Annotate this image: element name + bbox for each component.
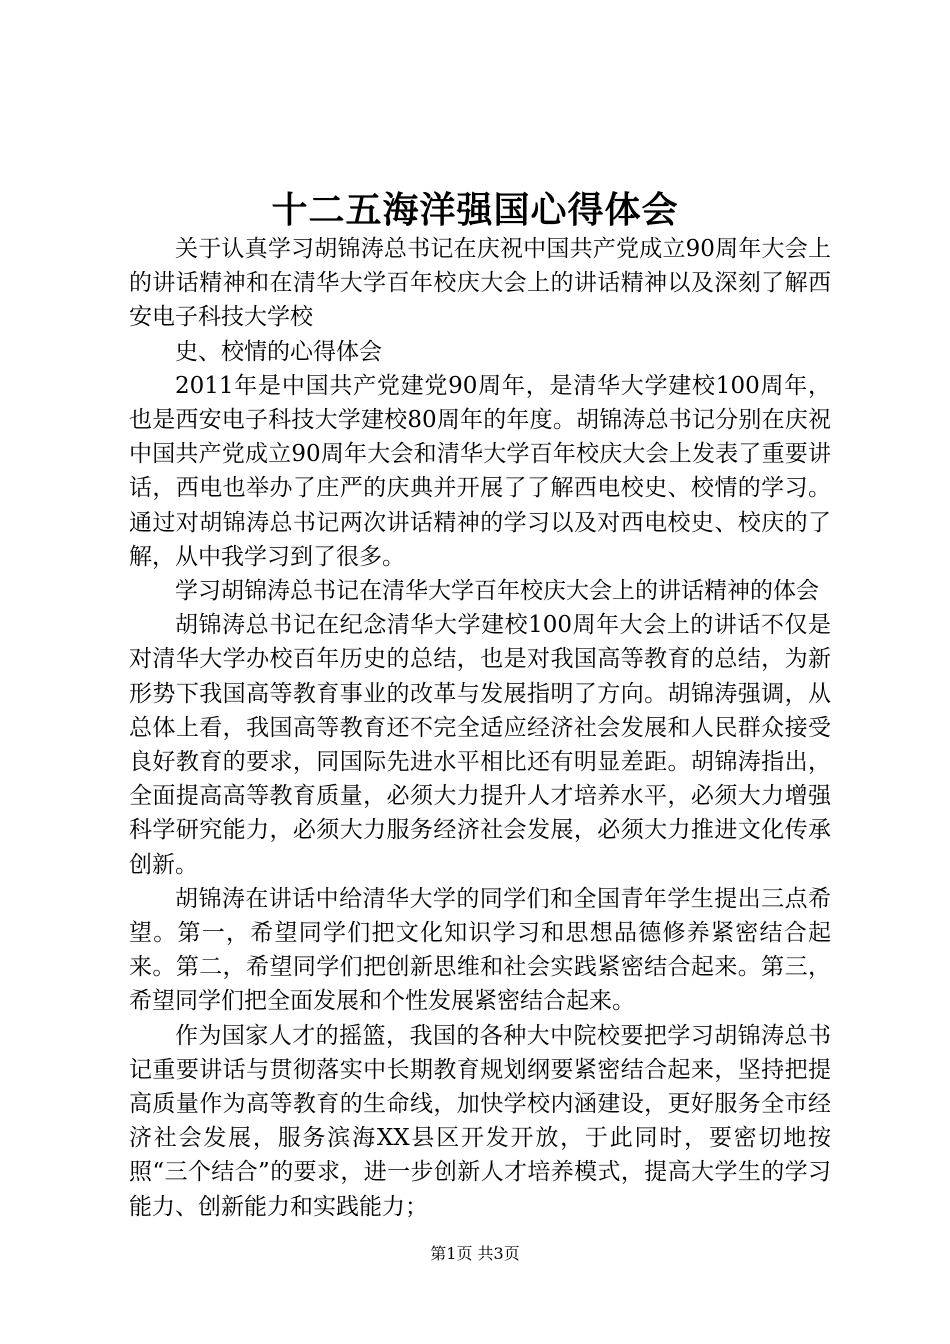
paragraph-talent-cradle: 作为国家人才的摇篮，我国的各种大中院校要把学习胡锦涛总书记重要讲话与贯彻落实中长期教育规划纲要紧密结合起来，坚持把提高质量作为高等教育的生命线，加快学校内涵建设，更好服务全市经济社会发展，服务滨海XX县区开发开放，于此同时，要密切地按照“三个结合”的要求，进一步创新人才培养模式，提高大学生的学习能力、创新能力和实践能力； [129, 1022, 831, 1220]
document-body [129, 232, 831, 1224]
paragraph-three-hopes: 胡锦涛在讲话中给清华大学的同学们和全国青年学生提出三点希望。第一，希望同学们把文化知识学习和思想品德修养紧密结合起来。第二，希望同学们把创新思维和社会实践紧密结合起来。第三，希望同学们把全面发展和个性发展紧密结合起来。 [129, 885, 831, 1015]
paragraph-speech-summary: 胡锦涛总书记在纪念清华大学建校100周年大会上的讲话不仅是对清华大学办校百年历史的总结，也是对我国高等教育的总结，为新形势下我国高等教育事业的改革与发展指明了方向。胡锦涛强调，从总体上看，我国高等教育还不完全适应经济社会发展和人民群众接受良好教育的要求，同国际先进水平相比还有明显差距。胡锦涛指出，全面提高高等教育质量，必须大力提升人才培养水平，必须大力增强科学研究能力，必须大力服务经济社会发展，必须大力推进文化传承创新。 [129, 612, 831, 878]
document-title: 十二五海洋强国心得体会 [271, 189, 679, 231]
paragraph-intro: 关于认真学习胡锦涛总书记在庆祝中国共产党成立90周年大会上的讲话精神和在清华大学百年校庆大会上的讲话精神以及深刻了解西安电子科技大学校 [129, 236, 831, 331]
page-number-footer: 第1页 共3页 [430, 1244, 520, 1263]
paragraph-section-heading: 学习胡锦涛总书记在清华大学百年校庆大会上的讲话精神的体会 [175, 578, 819, 605]
paragraph-anniversary: 2011年是中国共产党建党90周年，是清华大学建校100周年，也是西安电子科技大学建校80周年的年度。胡锦涛总书记分别在庆祝中国共产党成立90周年大会和清华大学百年校庆大会上发表了重要讲话，西电也举办了庄严的庆典并开展了了解西电校史、校情的学习。通过对胡锦涛总书记两次讲话精神的学习以及对西电校史、校庆的了解，从中我学习到了很多。 [129, 372, 831, 570]
paragraph-intro-continued: 史、校情的心得体会 [175, 338, 382, 365]
